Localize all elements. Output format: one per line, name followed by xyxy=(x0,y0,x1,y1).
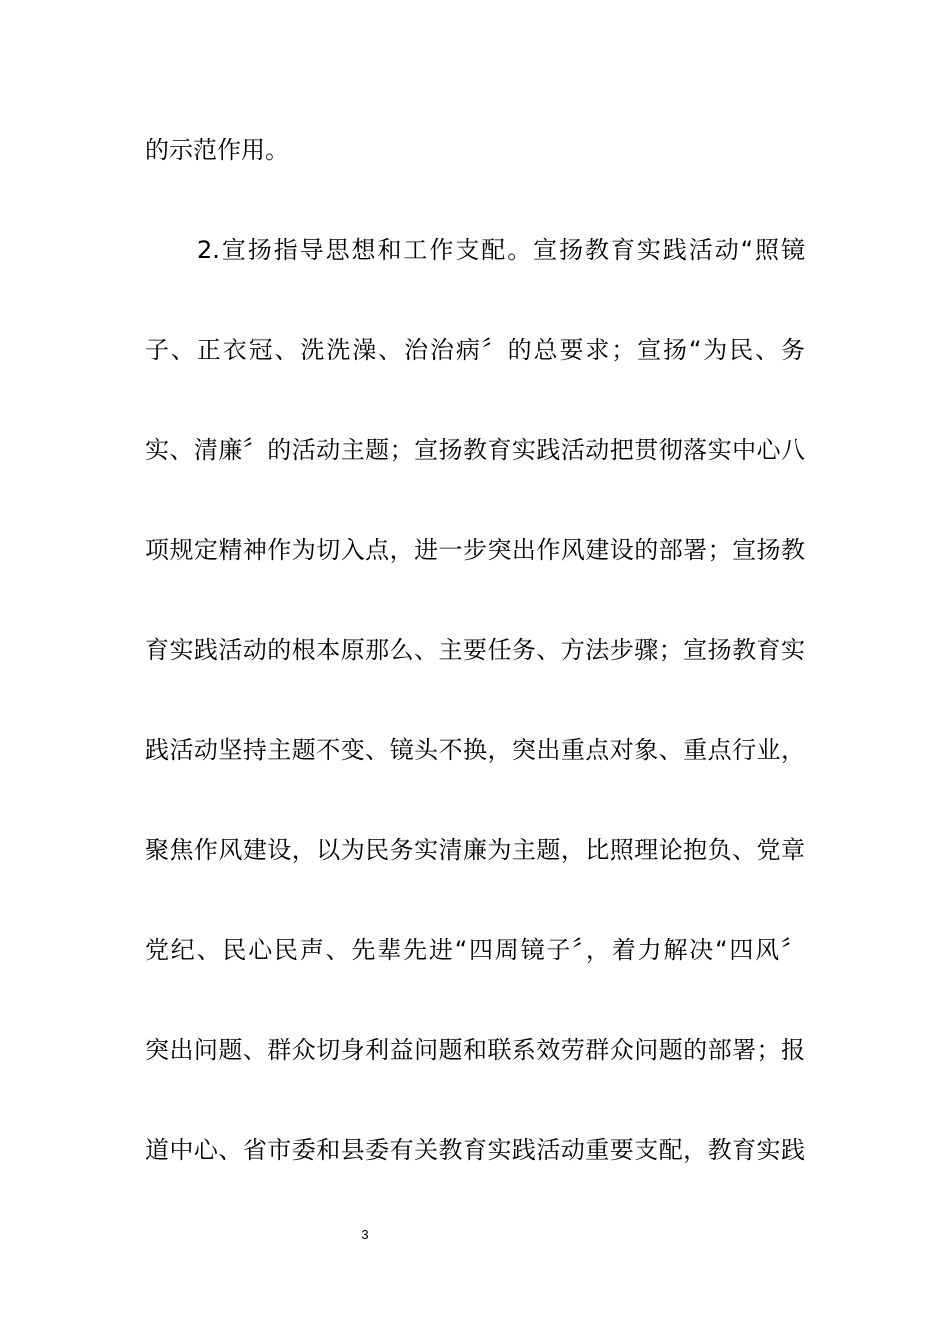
text-line-10: 突出问题、群众切身利益问题和联系效劳群众问题的部署；报 xyxy=(145,1036,805,1064)
page-number: 3 xyxy=(361,1227,369,1242)
text-line-4: 实、清廉〞的活动主题；宣扬教育实践活动把贯彻落实中心八 xyxy=(145,436,805,464)
text-line-2: 2.宣扬指导思想和工作支配。宣扬教育实践活动“照镜 xyxy=(197,236,805,264)
text-line-5: 项规定精神作为切入点，进一步突出作风建设的部署；宣扬教 xyxy=(145,536,805,564)
text-line-6: 育实践活动的根本原那么、主要任务、方法步骤；宣扬教育实 xyxy=(145,636,805,664)
text-line-1: 的示范作用。 xyxy=(145,136,289,164)
text-line-8: 聚焦作风建设，以为民务实清廉为主题，比照理论抱负、党章 xyxy=(145,836,805,864)
text-line-7: 践活动坚持主题不变、镜头不换，突出重点对象、重点行业， xyxy=(145,736,805,764)
text-line-11: 道中心、省市委和县委有关教育实践活动重要支配，教育实践 xyxy=(145,1136,805,1164)
text-line-3: 子、正衣冠、洗洗澡、治治病〞的总要求；宣扬“为民、务 xyxy=(145,336,805,364)
text-line-9: 党纪、民心民声、先辈先进“四周镜子〞，着力解决“四风〞 xyxy=(145,936,805,964)
